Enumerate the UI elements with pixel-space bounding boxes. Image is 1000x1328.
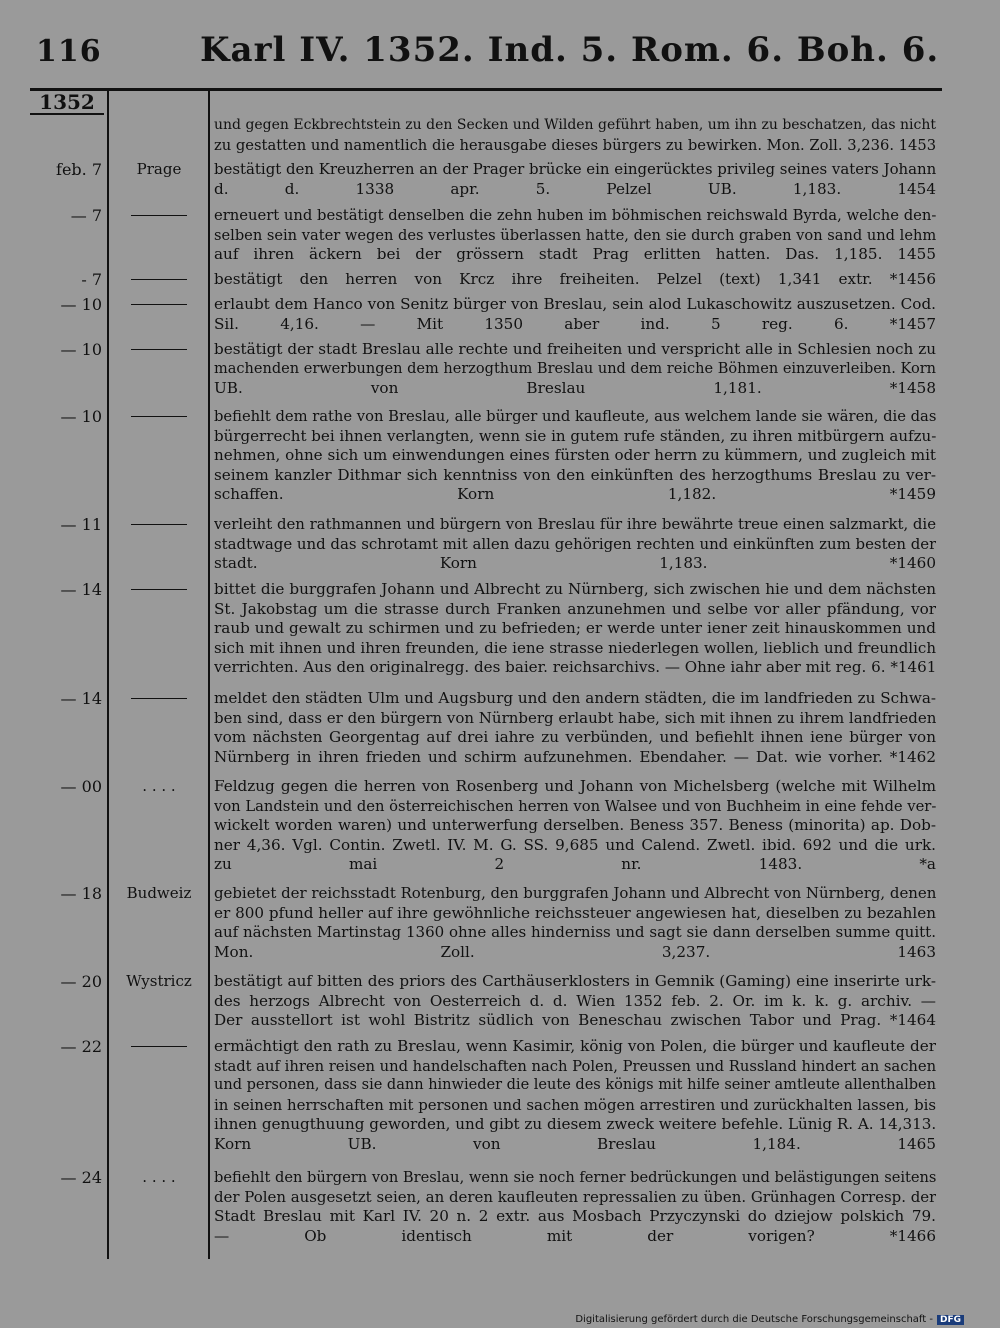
entry-line: seinem kanzler Dithmar sich kenntniss von den einkünften des herzogthums Breslau zu ver-: [214, 465, 936, 484]
entry-line: ben sind, dass er den bürgern von Nürnberg erlaubt habe, sich mit ihnen zu ihrem landfrieden: [214, 708, 936, 727]
entry-line: auf nächsten Martinstag 1360 ohne alles hinderniss und sagt sie dann derselben summe quitt.: [214, 923, 936, 941]
entry-date: — 11: [60, 515, 102, 534]
entry-line: und gegen Eckbrechtstein zu den Secken und Wilden geführt haben, um ihn zu beschatzen, das nicht: [214, 117, 936, 133]
entry-place: . . . .: [142, 777, 176, 795]
entry-date: — 24: [60, 1168, 102, 1187]
entry-line: des herzogs Albrecht von Oesterreich d. d. Wien 1352 feb. 2. Or. im k. k. g. archiv. —: [214, 991, 936, 1010]
entry-place: [110, 1037, 208, 1047]
entry-line: selben sein vater wegen des verlustes überlassen hatte, den sie durch graben von sand und lehm: [214, 226, 936, 244]
entry-text: [214, 206, 936, 265]
header-rule: [30, 88, 942, 91]
column-divider-place: [208, 91, 210, 1259]
entry-line: auf ihren äckern bei der grössern stadt Prag erlitten hatten. Das. 1,185. 1455: [214, 245, 936, 263]
entry-text: [214, 1168, 936, 1246]
entry-place: . . . .: [142, 1168, 176, 1186]
entry-place: [110, 270, 208, 280]
entry-date: — 10: [60, 407, 102, 426]
entry-line: meldet den städten Ulm und Augsburg und den andern städten, die im landfrieden zu Schwa-: [214, 689, 936, 707]
entry-text: [214, 160, 936, 199]
entry-text: [214, 295, 936, 334]
entry-place: [110, 340, 208, 350]
entry-line: d. d. 1338 apr. 5. Pelzel UB. 1,183. 1454: [214, 179, 936, 198]
entry-line: zu mai 2 nr. 1483. *a: [214, 855, 936, 873]
entry-line: verrichten. Aus den originalregg. des baier. reichsarchivs. — Ohne iahr aber mit reg. 6. *1461: [214, 658, 936, 676]
entry-line: ermächtigt den rath zu Breslau, wenn Kasimir, könig von Polen, die bürger und kaufleute der: [214, 1037, 936, 1055]
entry-text: [214, 689, 936, 767]
entry-date: — 18: [60, 884, 102, 903]
entry-text: [214, 972, 936, 1031]
entry-text: [214, 515, 936, 574]
entry-date: — 7: [70, 206, 102, 225]
entry-place: [110, 515, 208, 525]
entry-line: erlaubt dem Hanco von Senitz bürger von Breslau, sein alod Lukaschowitz auszusetzen. Cod.: [214, 295, 936, 313]
entry-text: [214, 340, 936, 399]
entry-line: ner 4,36. Vgl. Contin. Zwetl. IV. M. G. SS. 9,685 und Calend. Zwetl. ibid. 692 und die urk.: [214, 835, 936, 854]
entry-line: bürgerrecht bei ihnen verlangten, wenn sie in gutem rufe ständen, zu ihren mitbürgern aufzu-: [214, 426, 936, 445]
entry-text: [214, 1037, 936, 1154]
entry-line: vom nächsten Georgentag auf drei iahre zu verbünden, und befiehlt ihnen iene bürger von: [214, 728, 936, 746]
entry-line: von Landstein und den österreichischen herren von Walsee und von Buchheim in eine fehde ver-: [214, 797, 936, 815]
entry-line: erneuert und bestätigt denselben die zehn huben im böhmischen reichswald Byrda, welche den-: [214, 207, 936, 224]
running-title: Karl IV. 1352. Ind. 5. Rom. 6. Boh. 6.: [200, 30, 940, 70]
year-label: 1352: [30, 91, 104, 115]
entry-date: — 00: [60, 777, 102, 796]
page-header: [0, 30, 1000, 80]
entry-line: bestätigt auf bitten des priors des Carthäuserklosters in Gemnik (Gaming) eine inserirte urk-: [214, 972, 936, 990]
entry-place: [110, 407, 208, 417]
entry-line: bittet die burggrafen Johann und Albrecht zu Nürnberg, sich zwischen hie und dem nächsten: [214, 580, 936, 598]
entry-line: der Polen ausgesetzt seien, an deren kaufleuten repressalien zu üben. Grünhagen Corresp. der: [214, 1187, 936, 1206]
column-divider-date: [107, 91, 109, 1259]
footer-text: Digitalisierung gefördert durch die Deutsche Forschungsgemeinschaft -: [575, 1314, 933, 1325]
entry-line: stadt. Korn 1,183. *1460: [214, 554, 936, 572]
entry-place: Prage: [136, 160, 182, 178]
entry-line: Korn UB. von Breslau 1,184. 1465: [214, 1134, 936, 1153]
entry-text: [214, 884, 936, 962]
entry-date: - 7: [81, 270, 102, 289]
entry-line: bestätigt den Kreuzherren an der Prager brücke ein eingerücktes privileg seines vaters Johann: [214, 160, 936, 178]
entry-line: bestätigt der stadt Breslau alle rechte und freiheiten und verspricht alle in Schlesien noch zu: [214, 340, 936, 358]
dfg-logo: DFG: [937, 1315, 964, 1325]
entry-line: machenden erwerbungen dem herzogthum Breslau und dem reiche Böhmen einzuverleiben. Korn: [214, 360, 936, 377]
entry-date: — 14: [60, 689, 102, 708]
footer: [575, 1314, 964, 1325]
entry-date: — 10: [60, 295, 102, 314]
entry-line: Der ausstellort ist wohl Bistritz südlich von Beneschau zwischen Tabor und Prag. *1464: [214, 1011, 936, 1029]
entry-text: [214, 270, 936, 290]
entry-line: befiehlt dem rathe von Breslau, alle bürger und kaufleute, aus welchem lande sie wären, die das: [214, 408, 936, 425]
entry-date: — 10: [60, 340, 102, 359]
entry-line: wickelt worden waren) und unterwerfung derselben. Beness 357. Beness (minorita) ap. Dob-: [214, 816, 936, 834]
entry-text: [214, 580, 936, 678]
entry-line: ihnen genugthuung geworden, und gibt zu diesem zweck weitere befehle. Lünig R. A. 14,313.: [214, 1115, 936, 1133]
entry-date: — 22: [60, 1037, 102, 1056]
entry-line: in seinen herrschaften mit personen und sachen mögen arrestiren und zurückhalten lassen, bis: [214, 1095, 936, 1114]
entry-line: befiehlt den bürgern von Breslau, wenn sie noch ferner bedrückungen und belästigungen seitens: [214, 1169, 936, 1186]
entry-line: zu gestatten und namentlich die herausgabe dieses bürgers zu bewirken. Mon. Zoll. 3,236. 1453: [214, 136, 936, 154]
entry-line: nehmen, ohne sich um einwendungen eines fürsten oder herrn zu kümmern, und zugleich mit: [214, 446, 936, 464]
entry-place: [110, 295, 208, 305]
entry-line: UB. von Breslau 1,181. *1458: [214, 379, 936, 397]
entry-place: [110, 206, 208, 216]
entry-place: Budweiz: [126, 884, 192, 902]
entry-line: verleiht den rathmannen und bürgern von Breslau für ihre bewährte treue einen salzmarkt, die: [214, 515, 936, 533]
entry-line: stadtwage und das schrotamt mit allen dazu gehörigen rechten und einkünften zum besten der: [214, 534, 936, 553]
entry-place: [110, 580, 208, 590]
page-number: 116: [36, 34, 102, 69]
entry-place: [110, 689, 208, 699]
entry-date: — 14: [60, 580, 102, 599]
entry-line: Nürnberg in ihren frieden und schirm aufzunehmen. Ebendaher. — Dat. wie vorher. *1462: [214, 747, 936, 766]
entry-line: Stadt Breslau mit Karl IV. 20 n. 2 extr. aus Mosbach Przyczynski do dziejow polskich 79.: [214, 1207, 936, 1225]
entry-text: [214, 116, 936, 155]
entry-line: Mon. Zoll. 3,237. 1463: [214, 942, 936, 961]
entry-place: Wystricz: [126, 972, 192, 990]
entry-line: raub und gewalt zu schirmen und zu befrieden; er werde unter iener zeit hinauskommen und: [214, 619, 936, 637]
entry-line: St. Jakobstag um die strasse durch Franken anzunehmen und selbe vor aller pfändung, vor: [214, 599, 936, 618]
entry-line: bestätigt den herren von Krcz ihre freiheiten. Pelzel (text) 1,341 extr. *1456: [214, 270, 936, 288]
entry-text: [214, 777, 936, 875]
entry-line: schaffen. Korn 1,182. *1459: [214, 485, 936, 503]
entry-line: Feldzug gegen die herren von Rosenberg und Johann von Michelsberg (welche mit Wilhelm: [214, 777, 936, 795]
entry-line: Sil. 4,16. — Mit 1350 aber ind. 5 reg. 6. *1457: [214, 314, 936, 333]
entry-text: [214, 407, 936, 505]
entry-line: sich mit ihnen und ihren freunden, die iene strasse niederlegen wollen, lieblich und freundlich: [214, 638, 936, 657]
entry-line: — Ob identisch mit der vorigen? *1466: [214, 1226, 936, 1245]
entry-line: stadt auf ihren reisen und handelschaften nach Polen, Preussen und Russland hindert an sachen: [214, 1057, 936, 1075]
entry-date: — 20: [60, 972, 102, 991]
entry-line: und personen, dass sie dann hinwieder die leute des königs mit hilfe seiner amtleute allenthalben: [214, 1077, 936, 1093]
entry-line: gebietet der reichsstadt Rotenburg, den burggrafen Johann und Albrecht von Nürnberg, denen: [214, 884, 936, 902]
entry-line: er 800 pfund heller auf ihre gewöhnliche reichssteuer angewiesen hat, dieselben zu bezahlen: [214, 903, 936, 922]
entry-date: feb. 7: [56, 160, 102, 179]
